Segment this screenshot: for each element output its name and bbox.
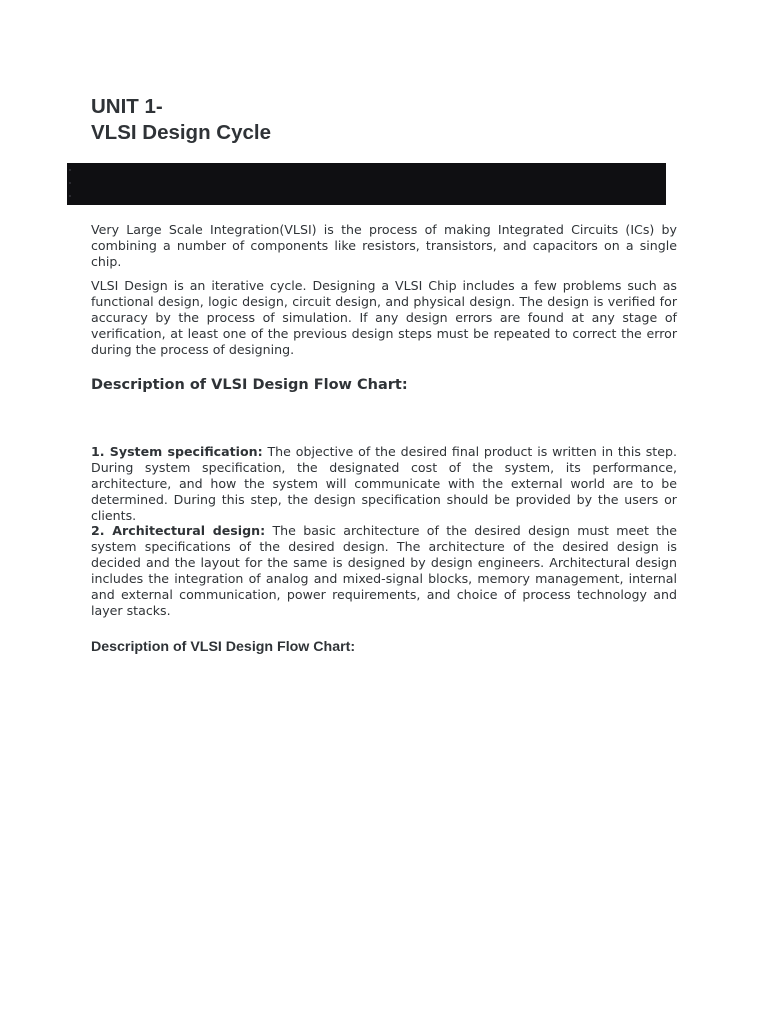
- section-heading-2: Description of VLSI Design Flow Chart:: [91, 639, 356, 655]
- intro-paragraph-2: VLSI Design is an iterative cycle. Designing a VLSI Chip includes a few problems such as functional design, logic design, circuit design, and physical design. The design is verified for accuracy by the process of simulation. If any design errors are found at any stage of verification, at least one of the previous design steps must be repeated to correct the error during the process of designing.: [91, 278, 677, 357]
- title-line-unit: UNIT 1-: [91, 95, 163, 118]
- step-label: 1. System specification:: [91, 444, 263, 459]
- step-text: The objective of the desired final product is written in this step. During system specification, the designated cost of the system, its performance, architecture, and how the system will communicate with the external world are to be determined. During this step, the design specification should be provided by the users or clients.: [91, 444, 677, 523]
- banner-dot: [69, 195, 71, 197]
- step-system-specification: [91, 444, 677, 524]
- title-line-topic: VLSI Design Cycle: [91, 121, 272, 144]
- step-text: The basic architecture of the desired design must meet the system specifications of the desired design. The architecture of the desired design is decided and the layout for the same is designed by design engineers. Architectural design includes the integration of analog and mixed-signal blocks, memory management, internal and external communication, power requirements, and choice of process technology and layer stacks.: [91, 523, 677, 618]
- section-heading: Description of VLSI Design Flow Chart:: [91, 377, 408, 393]
- banner-dot: [69, 169, 71, 171]
- step-architectural-design: [91, 523, 677, 619]
- banner-dot: [69, 182, 71, 184]
- page-title: [91, 94, 271, 146]
- redacted-banner: [67, 163, 666, 205]
- step-label: 2. Architectural design:: [91, 523, 266, 538]
- intro-paragraph-1: Very Large Scale Integration(VLSI) is the process of making Integrated Circuits (ICs) by combining a number of components like resistors, transistors, and capacitors on a single chip.: [91, 222, 677, 269]
